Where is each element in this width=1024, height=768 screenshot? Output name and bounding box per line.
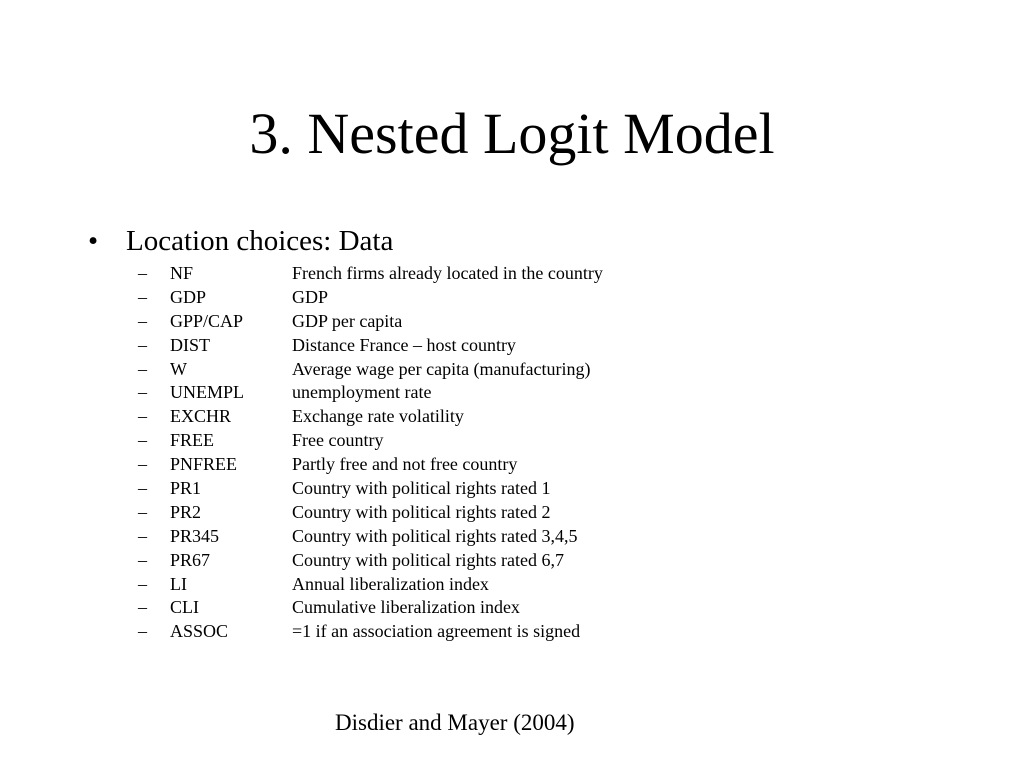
list-item — [138, 333, 603, 357]
variable-description: Free country — [292, 430, 384, 451]
variable-code: GDP — [170, 286, 207, 307]
list-item — [138, 428, 603, 452]
dash-marker: – — [138, 525, 147, 546]
list-item — [138, 524, 603, 548]
variable-description: Average wage per capita (manufacturing) — [292, 358, 591, 379]
bullet-marker: • — [88, 225, 99, 257]
variable-description: GDP per capita — [292, 310, 403, 331]
variable-code: PR2 — [170, 501, 202, 522]
variable-description: Annual liberalization index — [292, 573, 489, 594]
variable-description: French firms already located in the country — [292, 263, 603, 283]
dash-marker: – — [138, 597, 147, 618]
list-item — [138, 500, 603, 524]
dash-marker: – — [138, 430, 147, 451]
dash-marker: – — [138, 358, 147, 379]
list-item — [138, 572, 603, 596]
variable-description: Partly free and not free country — [292, 454, 518, 475]
variable-description: Cumulative liberalization index — [292, 597, 520, 618]
dash-marker: – — [138, 478, 147, 499]
dash-marker: – — [138, 310, 147, 331]
dash-marker: – — [138, 573, 147, 594]
variable-code: CLI — [170, 597, 199, 618]
variable-description: =1 if an association agreement is signed — [292, 621, 581, 642]
variable-code: LI — [170, 573, 187, 594]
variable-code: PR345 — [170, 525, 220, 546]
variable-description: Country with political rights rated 6,7 — [292, 549, 564, 570]
variable-code: FREE — [170, 430, 215, 451]
dash-marker: – — [138, 382, 147, 403]
variable-description: Distance France – host country — [292, 334, 516, 355]
list-item — [138, 357, 603, 381]
list-item — [138, 452, 603, 476]
variable-code: DIST — [170, 334, 210, 355]
dash-marker: – — [138, 549, 147, 570]
variable-code: PR67 — [170, 549, 211, 570]
slide-title: 3. Nested Logit Model — [249, 101, 775, 166]
dash-marker: – — [138, 621, 147, 642]
list-item — [138, 548, 603, 572]
list-item — [138, 619, 603, 643]
list-item — [138, 476, 603, 500]
variable-code: W — [170, 358, 187, 379]
list-item — [138, 261, 603, 285]
variable-code: EXCHR — [170, 406, 232, 427]
dash-marker: – — [138, 501, 147, 522]
list-item — [138, 595, 603, 619]
variable-description: Country with political rights rated 1 — [292, 478, 551, 499]
variable-code: PNFREE — [170, 454, 238, 475]
list-item — [138, 285, 603, 309]
variable-code: PR1 — [170, 478, 202, 499]
variable-code: GPP/CAP — [170, 310, 244, 331]
list-item — [138, 404, 603, 428]
dash-marker: – — [138, 286, 147, 307]
variable-code: UNEMPL — [170, 382, 245, 403]
source-citation: Disdier and Mayer (2004) — [335, 710, 575, 735]
list-item — [138, 309, 603, 333]
variable-description: Country with political rights rated 3,4,5 — [292, 525, 578, 546]
variable-description: Country with political rights rated 2 — [292, 501, 551, 522]
variable-code: NF — [170, 263, 194, 283]
variable-description: Exchange rate volatility — [292, 406, 464, 427]
bullet-text: Location choices: Data — [126, 225, 394, 257]
variable-list — [138, 261, 603, 643]
variable-description: unemployment rate — [292, 382, 432, 403]
dash-marker: – — [138, 263, 147, 283]
dash-marker: – — [138, 334, 147, 355]
list-item — [138, 380, 603, 404]
variable-description: GDP — [292, 286, 329, 307]
dash-marker: – — [138, 406, 147, 427]
dash-marker: – — [138, 454, 147, 475]
variable-code: ASSOC — [170, 621, 229, 642]
bullet-item — [88, 222, 393, 260]
